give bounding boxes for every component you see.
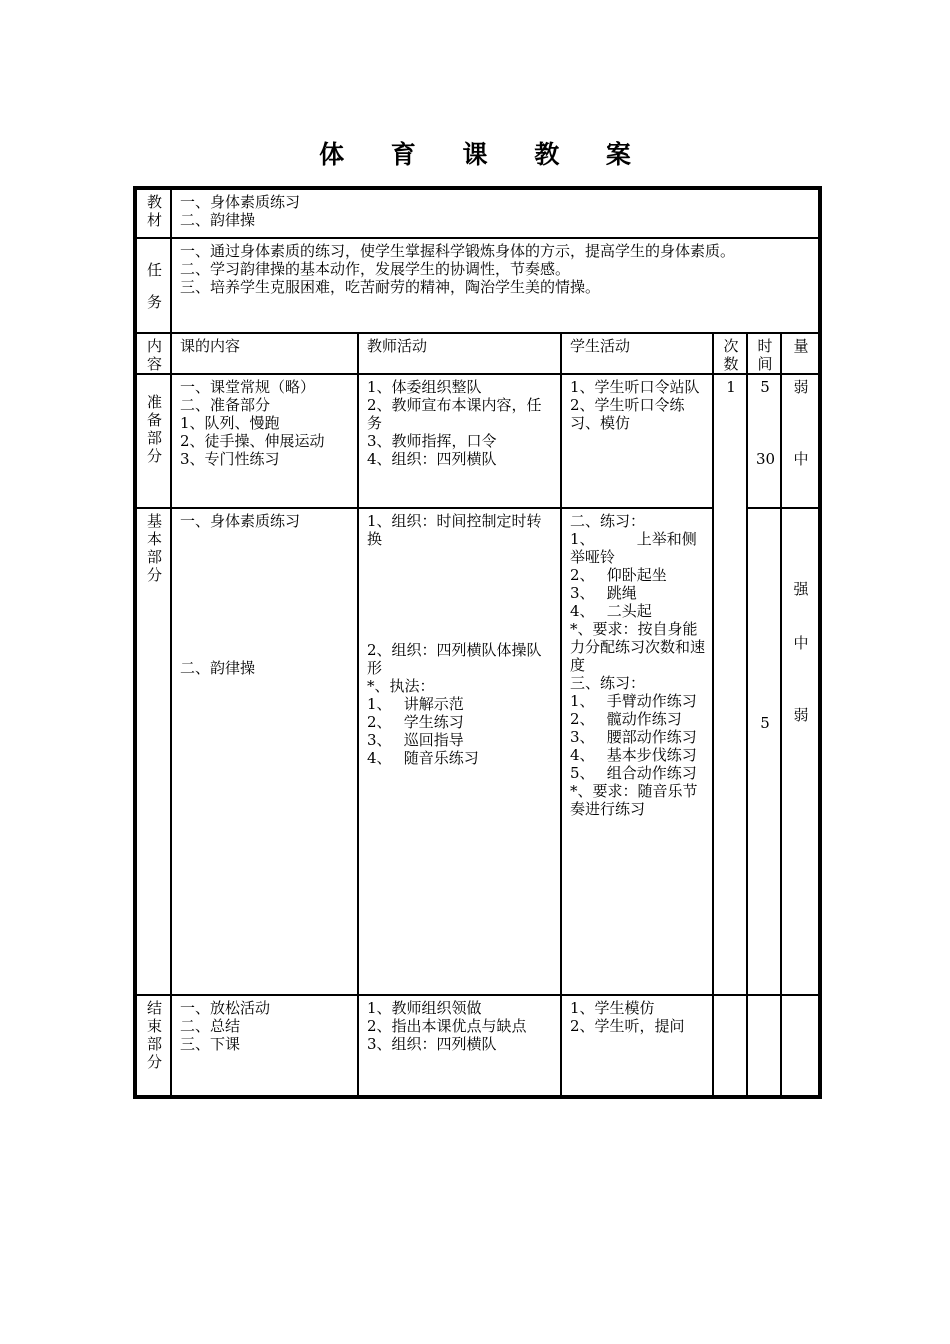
prep-time: 5 30 — [747, 374, 781, 508]
end-count — [713, 995, 747, 1097]
header-count: 次 数 — [713, 333, 747, 374]
material-row — [135, 188, 820, 238]
task-row — [135, 238, 820, 333]
prep-content: 一、课堂常规（略） 二、准备部分 1、队列、慢跑 2、徒手操、伸展运动 3、专门性练习 — [171, 374, 358, 508]
end-label: 结 束 部 分 — [135, 995, 171, 1097]
basic-label: 基 本 部 分 — [135, 508, 171, 995]
header-time: 时 间 — [747, 333, 781, 374]
count-cell: 1 — [713, 374, 747, 995]
material-label: 教 材 — [135, 188, 171, 238]
basic-student: 二、练习： 1、 上举和侧举哑铃 2、 仰卧起坐 3、 跳绳 4、 二头起 *、要求：按自身能力分配练习次数和速度 三、练习： 1、 手臂动作练习 2、 髋动作练习 3、 腰部动作练习 4、 基本步伐练习 5、 组合动作练习 *、要求：随音乐节奏进行练习 — [561, 508, 713, 995]
task-content: 一、通过身体素质的练习，使学生掌握科学锻炼身体的方示，提高学生的身体素质。 二、学习韵律操的基本动作，发展学生的协调性，节奏感。 三、培养学生克服困难，吃苦耐劳的精神，陶治学生美的情操。 — [171, 238, 820, 333]
prep-label: 准 备 部 分 — [135, 374, 171, 508]
lesson-plan-table — [133, 186, 822, 1099]
end-teacher: 1、教师组织领做 2、指出本课优点与缺点 3、组织：四列横队 — [358, 995, 561, 1097]
basic-time: 5 — [747, 508, 781, 995]
header-teacher-activity: 教师活动 — [358, 333, 561, 374]
end-load — [781, 995, 820, 1097]
prep-row — [135, 374, 820, 508]
basic-teacher: 1、组织：时间控制定时转换 2、组织：四列横队体操队形 *、执法： 1、 讲解示范 2、 学生练习 3、 巡回指导 4、 随音乐练习 — [358, 508, 561, 995]
header-row — [135, 333, 820, 374]
end-student: 1、学生模仿 2、学生听，提问 — [561, 995, 713, 1097]
header-load: 量 — [781, 333, 820, 374]
prep-teacher: 1、体委组织整队 2、教师宣布本课内容，任务 3、教师指挥，口令 4、组织：四列横队 — [358, 374, 561, 508]
basic-load: 强 中 弱 — [781, 508, 820, 995]
prep-student: 1、学生听口令站队 2、学生听口令练习、模仿 — [561, 374, 713, 508]
prep-load: 弱 中 — [781, 374, 820, 508]
header-lesson-content: 课的内容 — [171, 333, 358, 374]
end-row — [135, 995, 820, 1097]
page-title: 体 育 课 教 案 — [319, 140, 650, 169]
material-content: 一、身体素质练习 二、韵律操 — [171, 188, 820, 238]
task-label: 任 务 — [135, 238, 171, 333]
end-content: 一、放松活动 二、总结 三、下课 — [171, 995, 358, 1097]
end-time — [747, 995, 781, 1097]
header-student-activity: 学生活动 — [561, 333, 713, 374]
header-content-label: 内 容 — [135, 333, 171, 374]
basic-content: 一、身体素质练习 二、韵律操 — [171, 508, 358, 995]
